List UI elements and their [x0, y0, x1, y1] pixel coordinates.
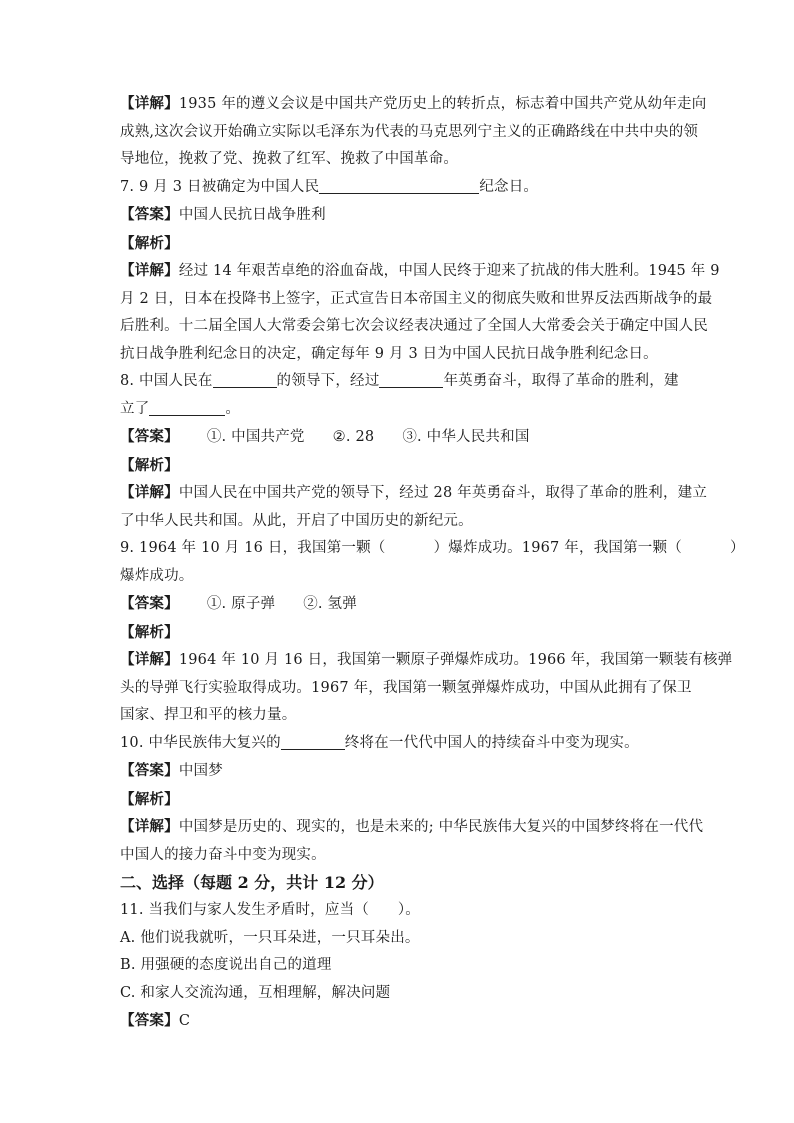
answer-tag: 【答案】 [120, 595, 179, 612]
answer-text: C [178, 1013, 191, 1029]
answer-tag: 【答案】 [120, 762, 179, 779]
answer-item: ③. 中华人民共和国 [402, 429, 530, 445]
detail-line: 导地位，挽救了党、挽救了红军、挽救了中国革命。 [120, 151, 459, 167]
detail-line: 【详解】中国人民在中国共产党的领导下，经过 28 年英勇奋斗，取得了革命的胜利，建立 [120, 484, 708, 501]
answer-text: 中国梦 [178, 763, 223, 779]
detail-line: 抗日战争胜利纪念日的决定，确定每年 9 月 3 日为中国人民抗日战争胜利纪念日。 [120, 345, 658, 362]
section-heading: 二、选择（每题 2 分，共计 12 分） [120, 873, 384, 892]
answer-line [120, 423, 676, 452]
question-9: 9. 1964 年 10 月 16 日，我国第一颗（ ）爆炸成功。1967 年，我国第一颗（ ） [120, 540, 745, 556]
detail-tag: 【详解】 [120, 484, 179, 501]
answer-blank[interactable] [149, 399, 225, 416]
question-7: 7. 9 月 3 日被确定为中国人民 纪念日。 [120, 178, 539, 195]
answer-item: ②. 氢弹 [303, 596, 357, 612]
option-b[interactable]: B. 用强硬的态度说出自己的道理 [120, 957, 332, 973]
analysis-tag: 【解析】 [120, 234, 179, 252]
answer-blank[interactable] [213, 371, 277, 388]
answer-item: ②. 28 [332, 429, 375, 445]
option-a[interactable]: A. 他们说我就听，一只耳朵进，一只耳朵出。 [120, 929, 420, 946]
answer-line [120, 201, 676, 230]
question-8-continued: 立了 。 [120, 400, 241, 417]
answer-blank[interactable] [281, 733, 345, 750]
answer-item: ①. 原子弹 [206, 596, 276, 612]
option-c[interactable]: C. 和家人交流沟通，互相理解，解决问题 [120, 984, 391, 1001]
detail-line: 【详解】1935 年的遵义会议是中国共产党历史上的转折点，标志着中国共产党从幼年走向 [120, 95, 707, 112]
document-page [120, 90, 745, 1036]
detail-line: 【详解】经过 14 年艰苦卓绝的浴血奋战，中国人民终于迎来了抗战的伟大胜利。1945 年 9 [120, 262, 720, 279]
question-9-continued: 爆炸成功。 [120, 567, 194, 584]
question-10: 10. 中华民族伟大复兴的 终将在一代代中国人的持续奋斗中变为现实。 [120, 734, 639, 751]
answer-blank[interactable] [319, 177, 479, 194]
detail-tag: 【详解】 [120, 95, 179, 112]
answer-line [120, 1007, 676, 1036]
answer-line [120, 590, 676, 619]
detail-tag: 【详解】 [120, 262, 179, 279]
answer-tag: 【答案】 [120, 206, 179, 223]
answer-item: ①. 中国共产党 [206, 429, 305, 445]
answer-text: 中国人民抗日战争胜利 [178, 207, 326, 223]
detail-line: 【详解】1964 年 10 月 16 日，我国第一颗原子弹爆炸成功。1966 年，我国第一颗装有核弹 [120, 651, 733, 668]
detail-tag: 【详解】 [120, 818, 179, 835]
answer-blank[interactable] [379, 371, 443, 388]
detail-line: 国家、捍卫和平的核力量。 [120, 707, 297, 723]
detail-line: 月 2 日，日本在投降书上签字，正式宣告日本帝国主义的彻底失败和世界反法西斯战争的最 [120, 290, 713, 307]
detail-line: 后胜利。十二届全国人大常委会第七次会议经表决通过了全国人大常委会关于确定中国人民 [120, 318, 708, 334]
question-8: 8. 中国人民在 的领导下，经过 年英勇奋斗，取得了革命的胜利，建 [120, 373, 679, 389]
detail-line: 头的导弹飞行实验取得成功。1967 年，我国第一颗氢弹爆炸成功，中国从此拥有了保卫 [120, 679, 692, 696]
question-11: 11. 当我们与家人发生矛盾时，应当（ ）。 [120, 902, 420, 918]
detail-line: 了中华人民共和国。从此，开启了中国历史的新纪元。 [120, 512, 473, 529]
answer-tag: 【答案】 [120, 1012, 179, 1029]
detail-tag: 【详解】 [120, 651, 179, 668]
analysis-tag: 【解析】 [120, 456, 179, 474]
answer-line [120, 757, 676, 786]
detail-line: 【详解】中国梦是历史的、现实的，也是未来的; 中华民族伟大复兴的中国梦终将在一代代 [120, 818, 704, 835]
detail-line: 成熟,这次会议开始确立实际以毛泽东为代表的马克思列宁主义的正确路线在中共中央的领 [120, 123, 699, 140]
detail-line: 中国人的接力奋斗中变为现实。 [120, 846, 326, 863]
answer-tag: 【答案】 [120, 428, 179, 445]
analysis-tag: 【解析】 [120, 790, 179, 808]
analysis-tag: 【解析】 [120, 623, 179, 641]
